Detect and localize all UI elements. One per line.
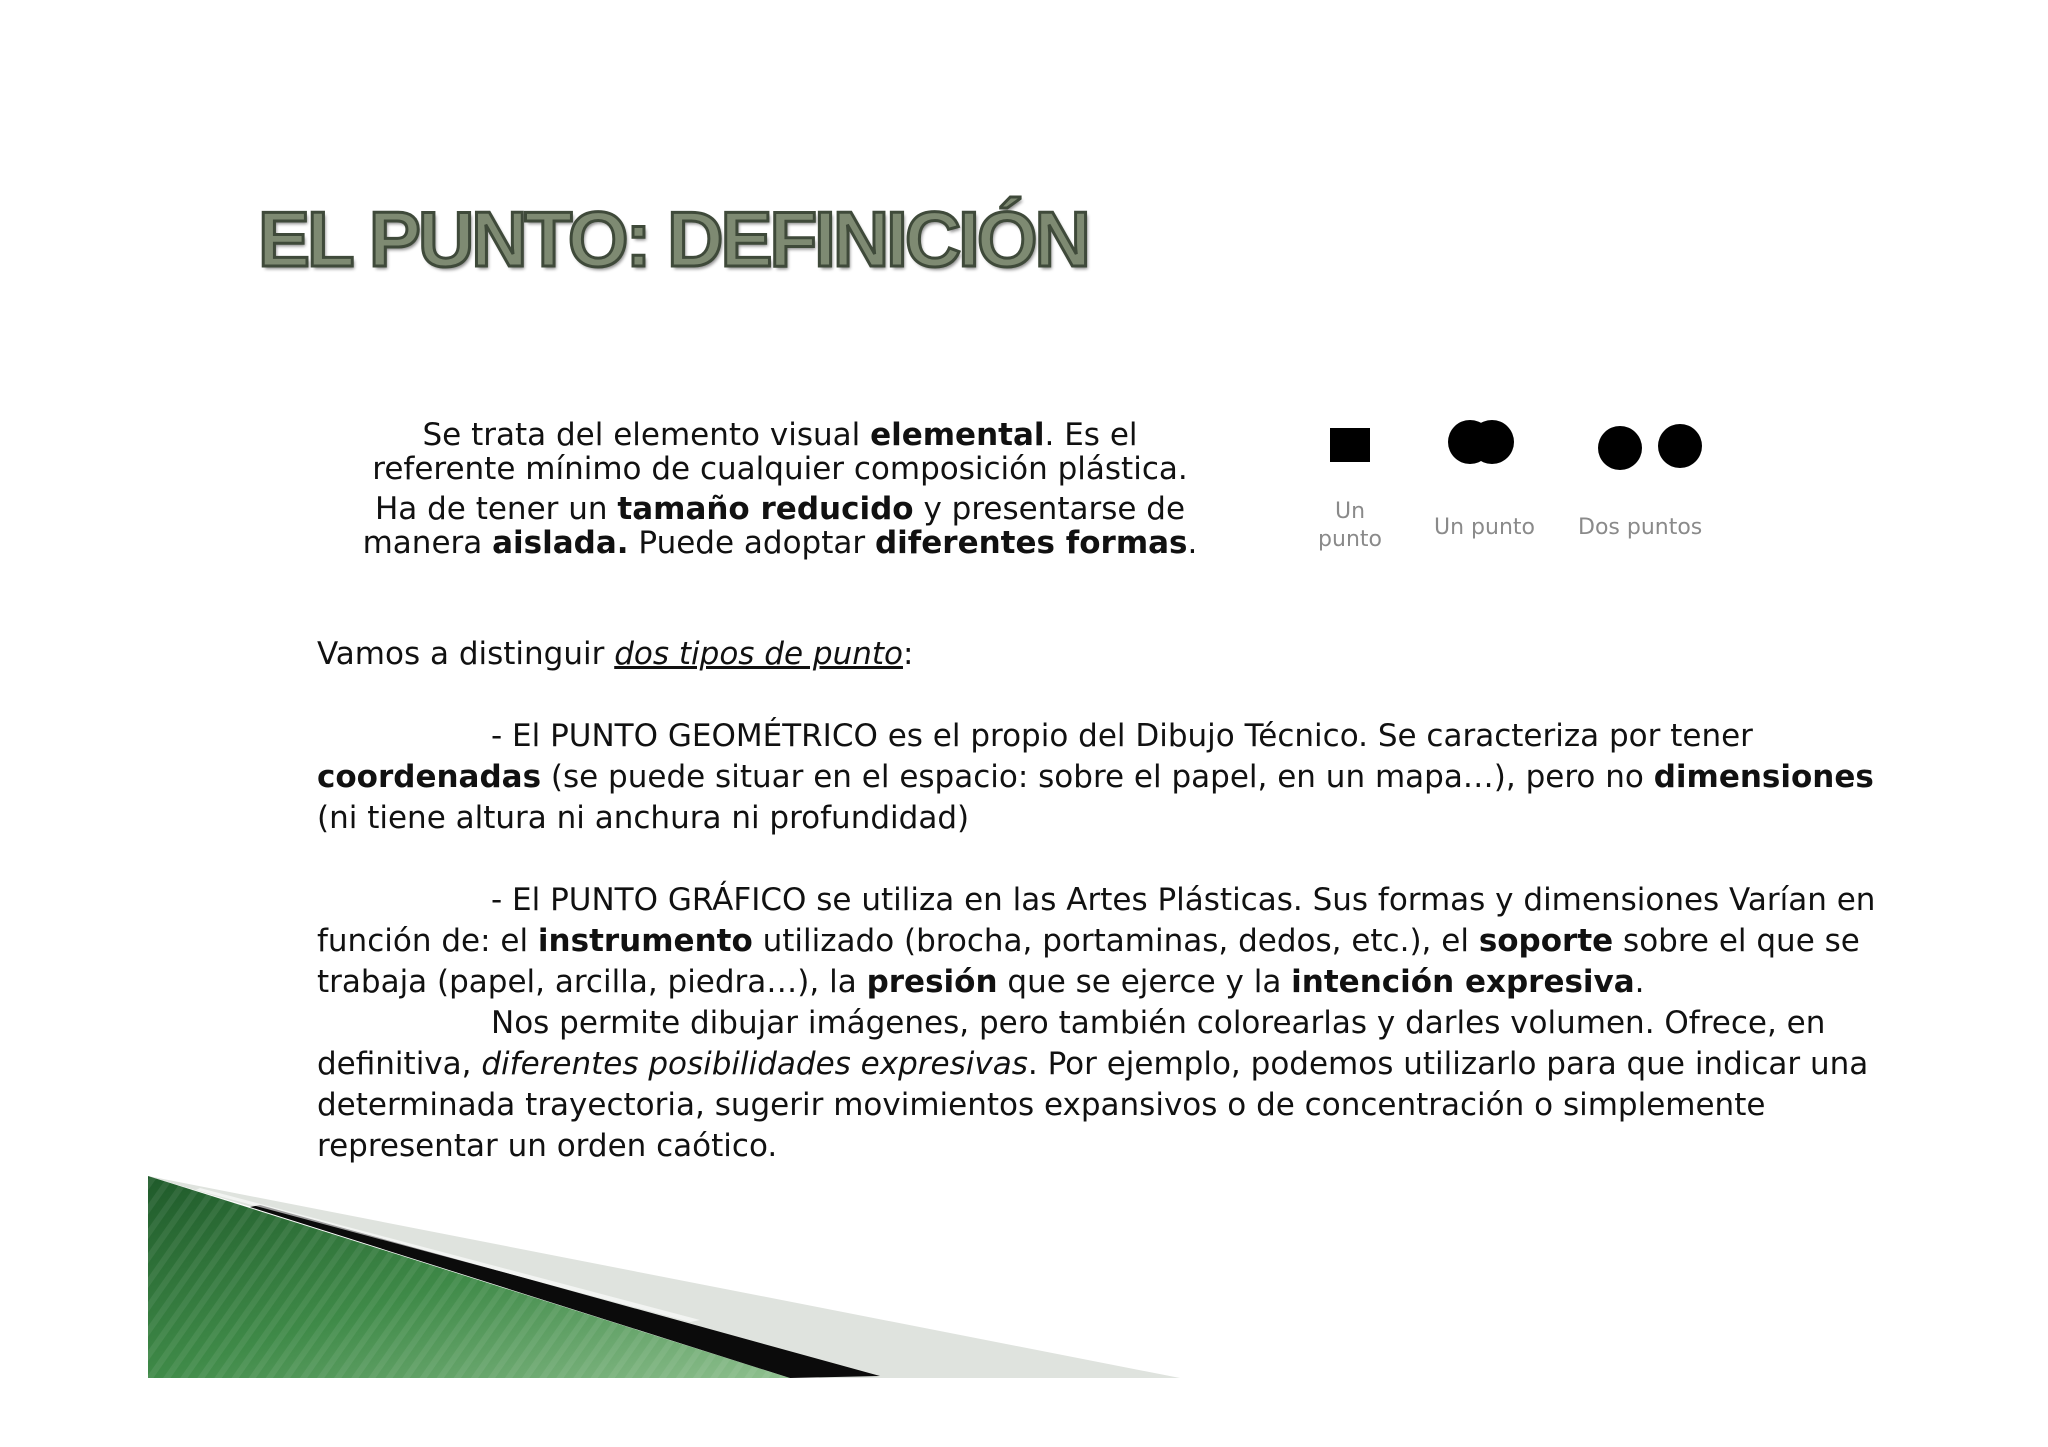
text-run: aislada. — [492, 525, 629, 561]
types-intro-colon: : — [902, 636, 914, 672]
graphic-point-text — [317, 882, 1875, 1000]
dot-examples-figure — [1300, 410, 1740, 570]
geometric-point-paragraph — [317, 716, 1897, 839]
intro-paragraph-2 — [360, 492, 1200, 560]
text-run: elemental — [870, 417, 1045, 453]
text-run: diferentes posibilidades expresivas — [481, 1046, 1028, 1082]
square-dot-shape — [1330, 428, 1370, 462]
possibilities-text — [317, 1005, 1868, 1164]
text-run: utilizado (brocha, portaminas, dedos, etc.), el — [752, 923, 1479, 959]
text-run: intención expresiva — [1291, 964, 1635, 1000]
text-run: sobre el que se trabaja (papel, arcilla, piedra…), la — [317, 923, 1860, 1000]
text-run: Ha de tener un — [374, 491, 618, 527]
text-run: (ni tiene altura ni anchura ni profundidad) — [317, 800, 970, 836]
text-run: presión — [866, 964, 998, 1000]
body-text — [317, 634, 1897, 1167]
text-run: soporte — [1478, 923, 1614, 959]
text-run: coordenadas — [317, 759, 542, 795]
separate-dot-left-shape — [1598, 426, 1642, 470]
caption-text-1: Un punto — [1318, 499, 1382, 552]
text-run: tamaño reducido — [617, 491, 914, 527]
swoosh-green-area — [148, 1176, 790, 1378]
text-run: . — [1187, 525, 1198, 561]
types-highlight: dos tipos de punto — [614, 636, 903, 672]
text-run: - El PUNTO GRÁFICO se utiliza en las Artes Plásticas. Sus formas y dimensiones Varían en función de: el — [317, 882, 1876, 959]
text-run: diferentes formas — [874, 525, 1188, 561]
text-run: . Es el referente mínimo de cualquier composición plástica. — [372, 417, 1188, 487]
intro-block — [360, 418, 1200, 566]
overlapping-dot-right-shape — [1470, 420, 1514, 464]
swoosh-grey-band — [148, 1176, 1180, 1378]
intro-paragraph-1 — [360, 418, 1200, 486]
dot-caption-3: Dos puntos — [1578, 515, 1703, 540]
text-run: Se trata del elemento visual — [422, 417, 871, 453]
text-run: . — [1634, 964, 1645, 1000]
text-run: instrumento — [537, 923, 753, 959]
dot-caption-1 — [1310, 498, 1390, 554]
swoosh-white-gap — [196, 1188, 700, 1322]
text-run: Puede adoptar — [628, 525, 875, 561]
text-run: . Por ejemplo, podemos utilizarlo para que indicar una determinada trayectoria, sugerir movimientos expansivos o de concentración o simplemente representar un orden caótico. — [317, 1046, 1869, 1164]
text-run: y presentarse de manera — [362, 491, 1186, 561]
possibilities-paragraph — [317, 1003, 1897, 1167]
dot-caption-2: Un punto — [1434, 515, 1535, 540]
separate-dot-right-shape — [1658, 424, 1702, 468]
text-run: Nos permite dibujar imágenes, pero también colorearlas y darles volumen. Ofrece, en definitiva, — [317, 1005, 1826, 1082]
text-run: que se ejerce y la — [997, 964, 1292, 1000]
geometric-point-text — [317, 718, 1874, 836]
text-run: dimensiones — [1653, 759, 1874, 795]
page-title: EL PUNTO: DEFINICIÓN — [258, 195, 1088, 283]
graphic-point-paragraph — [317, 880, 1897, 1003]
swoosh-green-texture — [148, 1176, 790, 1378]
swoosh-black-stroke — [250, 1205, 880, 1378]
types-intro-text: Vamos a distinguir — [317, 636, 615, 672]
text-run: - El PUNTO GEOMÉTRICO es el propio del Dibujo Técnico. Se caracteriza por tener — [491, 718, 1753, 754]
types-intro — [317, 634, 1897, 675]
text-run: (se puede situar en el espacio: sobre el papel, en un mapa…), pero no — [541, 759, 1654, 795]
